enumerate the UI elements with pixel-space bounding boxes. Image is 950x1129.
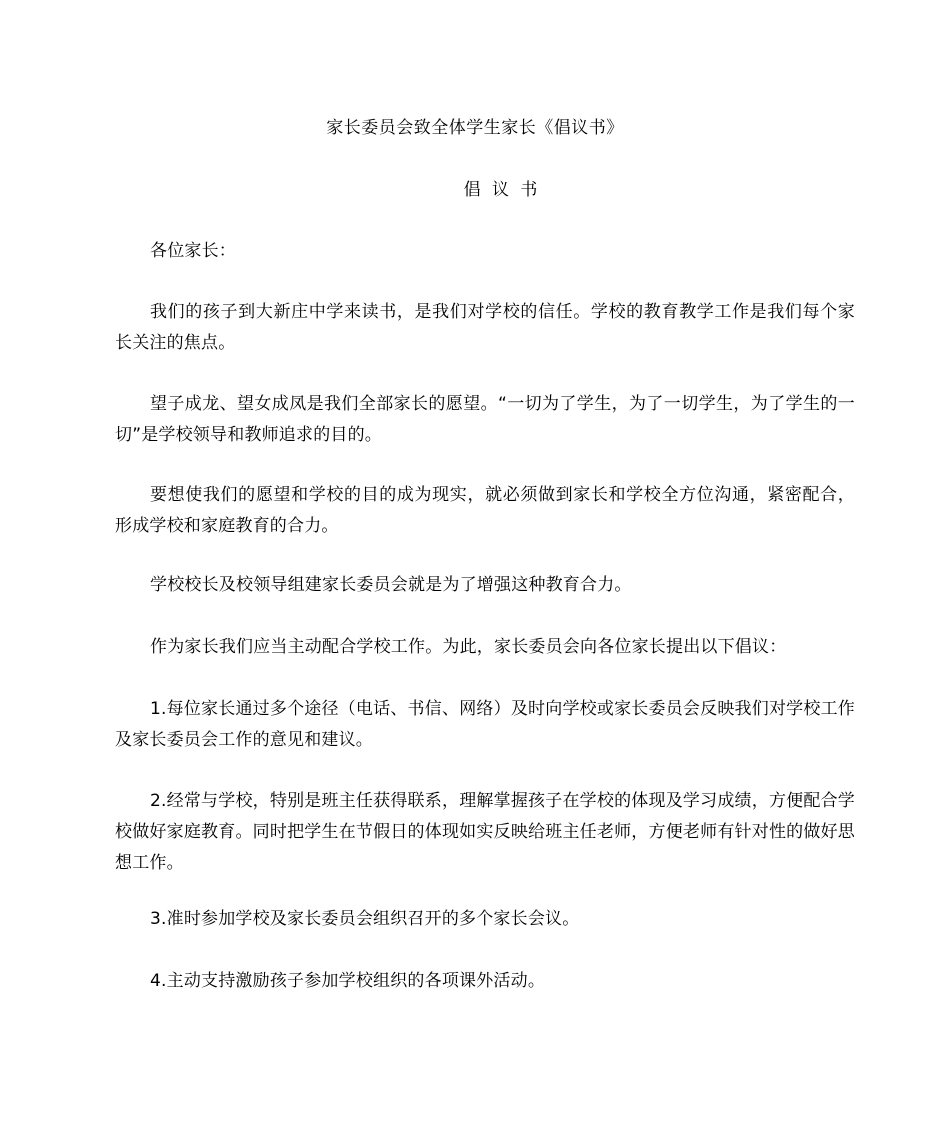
body-paragraph: 学校校长及校领导组建家长委员会就是为了增强这种教育合力。 [150, 575, 632, 595]
greeting-paragraph: 各位家长： [150, 241, 236, 261]
body-paragraph: 我们的孩子到大新庄中学来读书，是我们对学校的信任。学校的教育教学工作是我们每个家长关注的焦点。 [115, 302, 855, 353]
document-subtitle: 倡 议 书 [463, 180, 541, 200]
proposal-item-1: 1.每位家长通过多个途径（电话、书信、网络）及时向学校或家长委员会反映我们对学校工作及家长委员会工作的意见和建议。 [115, 699, 855, 750]
proposal-item-4: 4.主动支持激励孩子参加学校组织的各项课外活动。 [150, 971, 546, 991]
document-title: 家长委员会致全体学生家长《倡议书》 [326, 118, 624, 138]
proposal-item-3: 3.准时参加学校及家长委员会组织召开的多个家长会议。 [150, 909, 580, 929]
body-paragraph: 望子成龙、望女成凤是我们全部家长的愿望。“一切为了学生，为了一切学生，为了学生的一切”是学校领导和教师追求的目的。 [115, 394, 855, 445]
proposal-item-2: 2.经常与学校，特别是班主任获得联系，理解掌握孩子在学校的体现及学习成绩，方便配合学校做好家庭教育。同时把学生在节假日的体现如实反映给班主任老师，方便老师有针对性的做好思想工作。 [115, 791, 855, 873]
body-paragraph: 要想使我们的愿望和学校的目的成为现实，就必须做到家长和学校全方位沟通，紧密配合，形成学校和家庭教育的合力。 [115, 485, 855, 536]
body-paragraph: 作为家长我们应当主动配合学校工作。为此，家长委员会向各位家长提出以下倡议： [150, 637, 787, 657]
